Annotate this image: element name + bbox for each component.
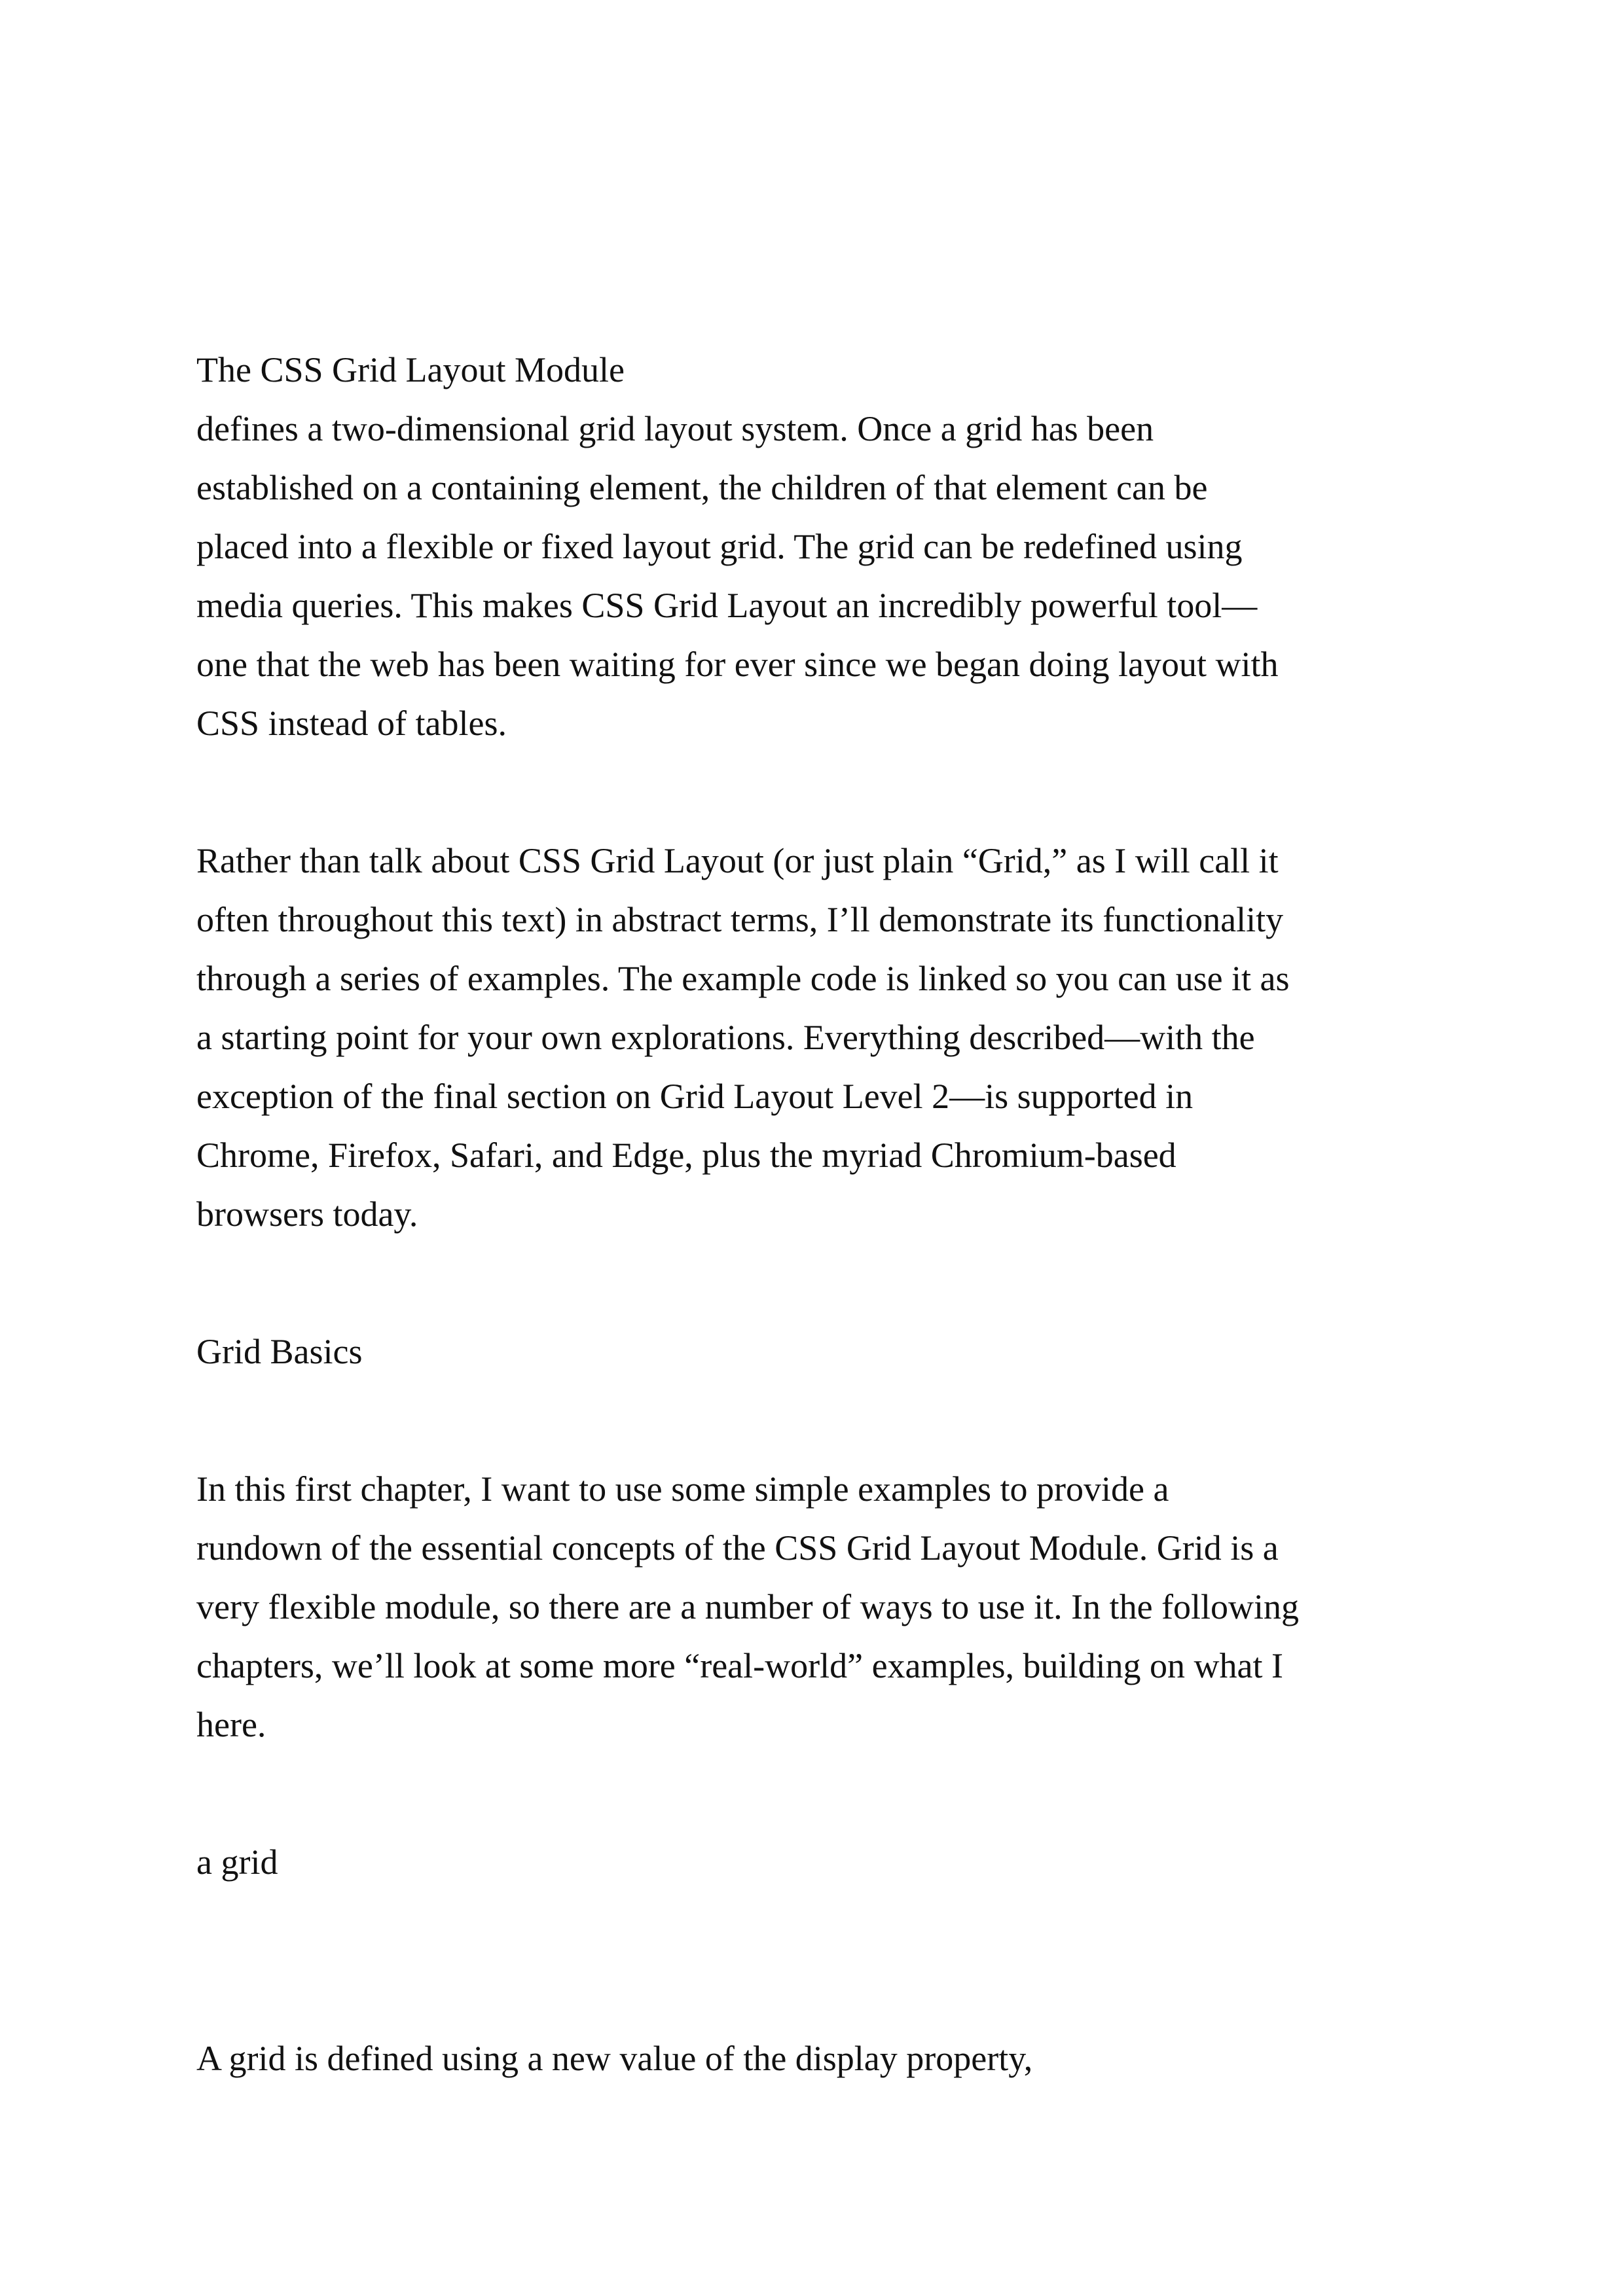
text-line: In this first chapter, I want to use some simple examples to provide a	[196, 1469, 1169, 1509]
text-line: rundown of the essential concepts of the CSS Grid Layout Module. Grid is a	[196, 1528, 1279, 1568]
spacer	[196, 1754, 1440, 1833]
spacer	[196, 753, 1440, 831]
section-heading-grid-basics: Grid Basics	[196, 1332, 363, 1371]
text-line: through a series of examples. The example code is linked so you can use it as	[196, 959, 1290, 998]
spacer	[196, 1892, 1440, 2029]
paragraph-first-chapter	[196, 1460, 1440, 1754]
text-line: here.	[196, 1705, 266, 1744]
text-line: a starting point for your own explorations. Everything described—with the	[196, 1018, 1255, 1057]
text-line: very flexible module, so there are a number of ways to use it. In the following	[196, 1587, 1300, 1626]
section-heading-a-grid: a grid	[196, 1842, 278, 1882]
text-line: media queries. This makes CSS Grid Layout an incredibly powerful tool—	[196, 586, 1258, 625]
text-line: one that the web has been waiting for ever since we began doing layout with	[196, 645, 1279, 684]
text-line: Rather than talk about CSS Grid Layout (or just plain “Grid,” as I will call it	[196, 841, 1279, 880]
text-line: Chrome, Firefox, Safari, and Edge, plus the myriad Chromium-based	[196, 1136, 1176, 1175]
text-line: defines a two-dimensional grid layout system. Once a grid has been	[196, 409, 1154, 448]
spacer	[196, 1381, 1440, 1460]
paragraph-examples	[196, 831, 1440, 1244]
text-line: often throughout this text) in abstract terms, I’ll demonstrate its functionality	[196, 900, 1284, 939]
paragraph-display-property	[196, 2029, 1440, 2088]
text-line: placed into a flexible or fixed layout grid. The grid can be redefined using	[196, 527, 1243, 566]
document-title: The CSS Grid Layout Module	[196, 350, 625, 389]
paragraph-intro	[196, 399, 1440, 753]
text-line: CSS instead of tables.	[196, 704, 507, 743]
text-line: chapters, we’ll look at some more “real-world” examples, building on what I	[196, 1646, 1283, 1685]
document-body	[196, 340, 1440, 2088]
spacer	[196, 1244, 1440, 1322]
text-line: browsers today.	[196, 1194, 418, 1234]
text-line: established on a containing element, the children of that element can be	[196, 468, 1208, 507]
text-line: exception of the final section on Grid Layout Level 2—is supported in	[196, 1077, 1194, 1116]
text-line: A grid is defined using a new value of the display property,	[196, 2039, 1033, 2078]
